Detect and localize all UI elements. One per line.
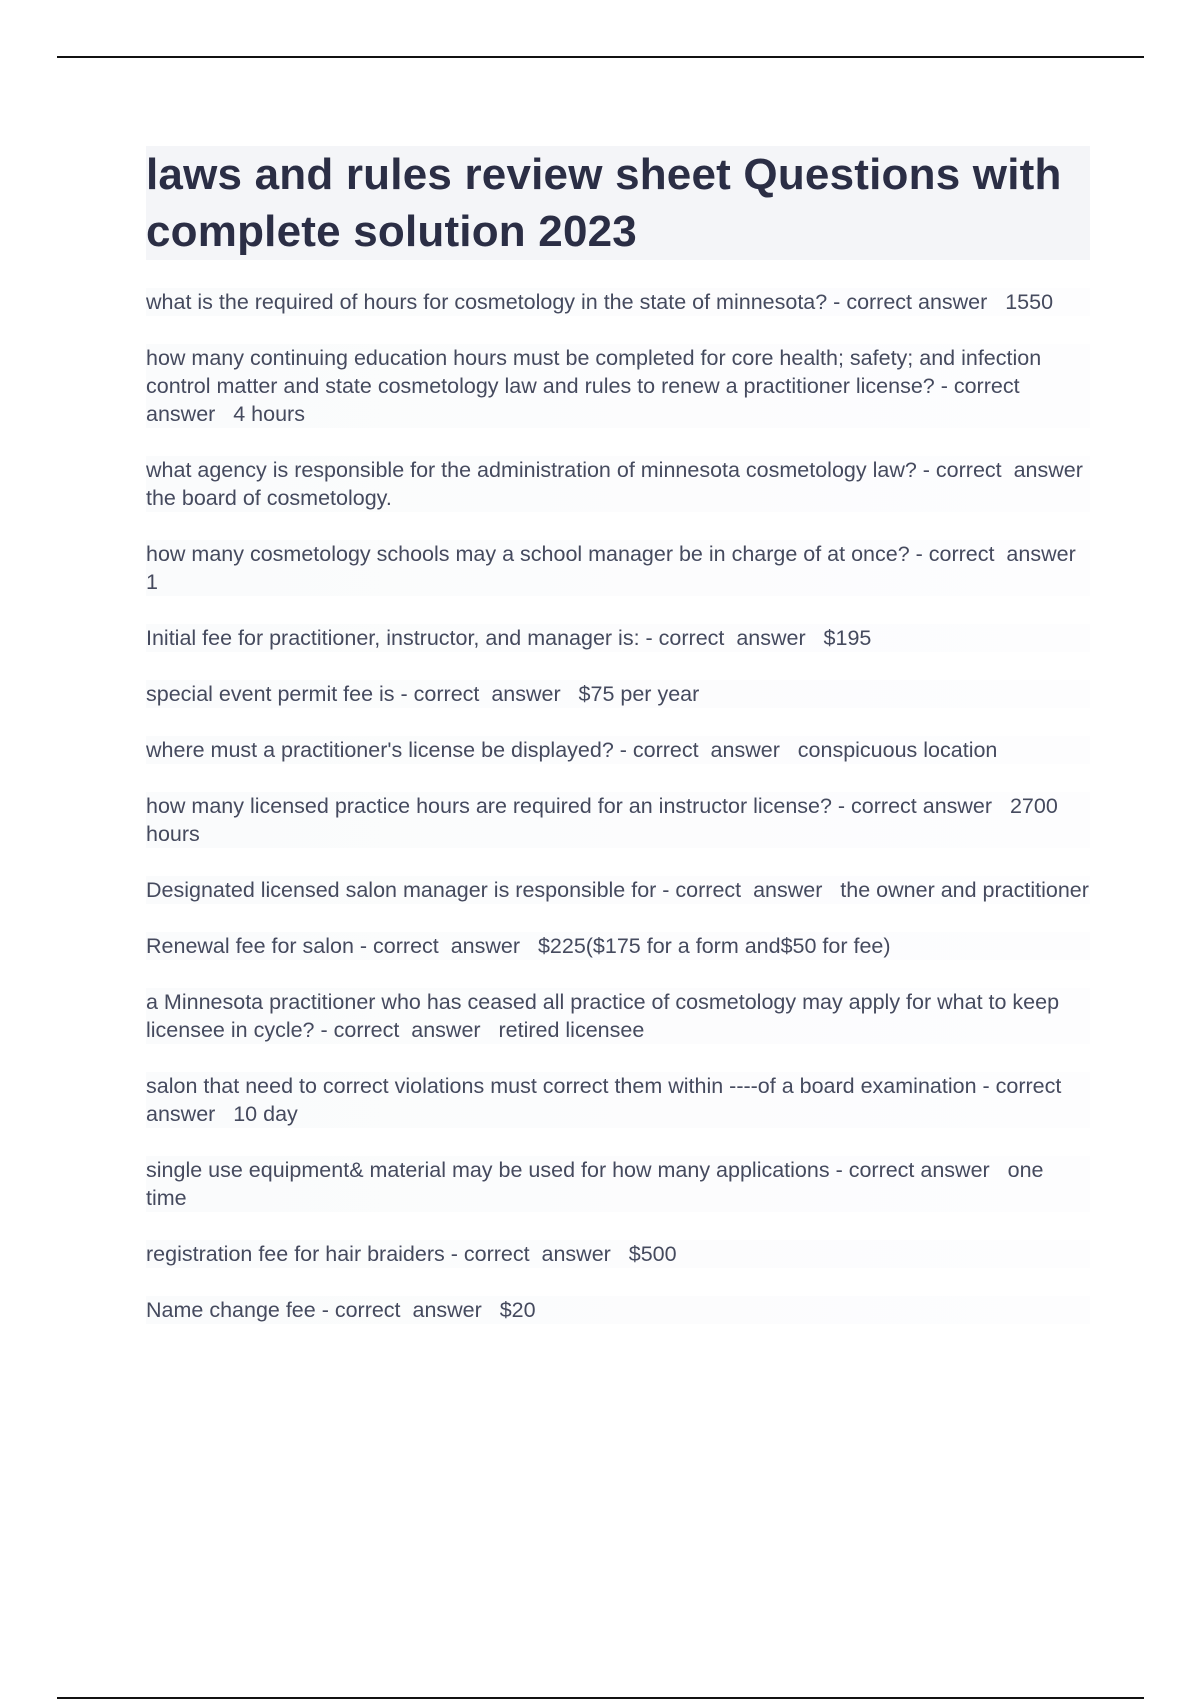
qa-item: registration fee for hair braiders - correct answer $500	[146, 1240, 1090, 1268]
qa-item: special event permit fee is - correct answer $75 per year	[146, 680, 1090, 708]
qa-item: what is the required of hours for cosmetology in the state of minnesota? - correct answer 1550	[146, 288, 1090, 316]
qa-item: Name change fee - correct answer $20	[146, 1296, 1090, 1324]
qa-item: salon that need to correct violations must correct them within ----of a board examination - correct answer 10 day	[146, 1072, 1090, 1128]
document-title: laws and rules review sheet Questions with complete solution 2023	[146, 146, 1090, 260]
qa-item: where must a practitioner's license be displayed? - correct answer conspicuous location	[146, 736, 1090, 764]
top-divider	[57, 56, 1144, 58]
qa-list	[146, 288, 1101, 1324]
qa-item: how many licensed practice hours are required for an instructor license? - correct answer 2700 hours	[146, 792, 1090, 848]
qa-item: Designated licensed salon manager is responsible for - correct answer the owner and practitioner	[146, 878, 1089, 902]
document-body	[146, 146, 1101, 1352]
qa-item: how many continuing education hours must be completed for core health; safety; and infection control matter and state cosmetology law and rules to renew a practitioner license? - correct answer 4 hours	[146, 344, 1090, 428]
qa-item: Renewal fee for salon - correct answer $225($175 for a form and$50 for fee)	[146, 932, 1090, 960]
bottom-divider	[57, 1697, 1144, 1699]
qa-item: single use equipment& material may be used for how many applications - correct answer one time	[146, 1156, 1090, 1212]
qa-item: a Minnesota practitioner who has ceased all practice of cosmetology may apply for what to keep licensee in cycle? - correct answer retired licensee	[146, 988, 1090, 1044]
qa-item: what agency is responsible for the administration of minnesota cosmetology law? - correct answer the board of cosmetology.	[146, 458, 1101, 510]
qa-item: how many cosmetology schools may a school manager be in charge of at once? - correct answer 1	[146, 542, 1094, 594]
qa-item: Initial fee for practitioner, instructor, and manager is: - correct answer $195	[146, 624, 1090, 652]
